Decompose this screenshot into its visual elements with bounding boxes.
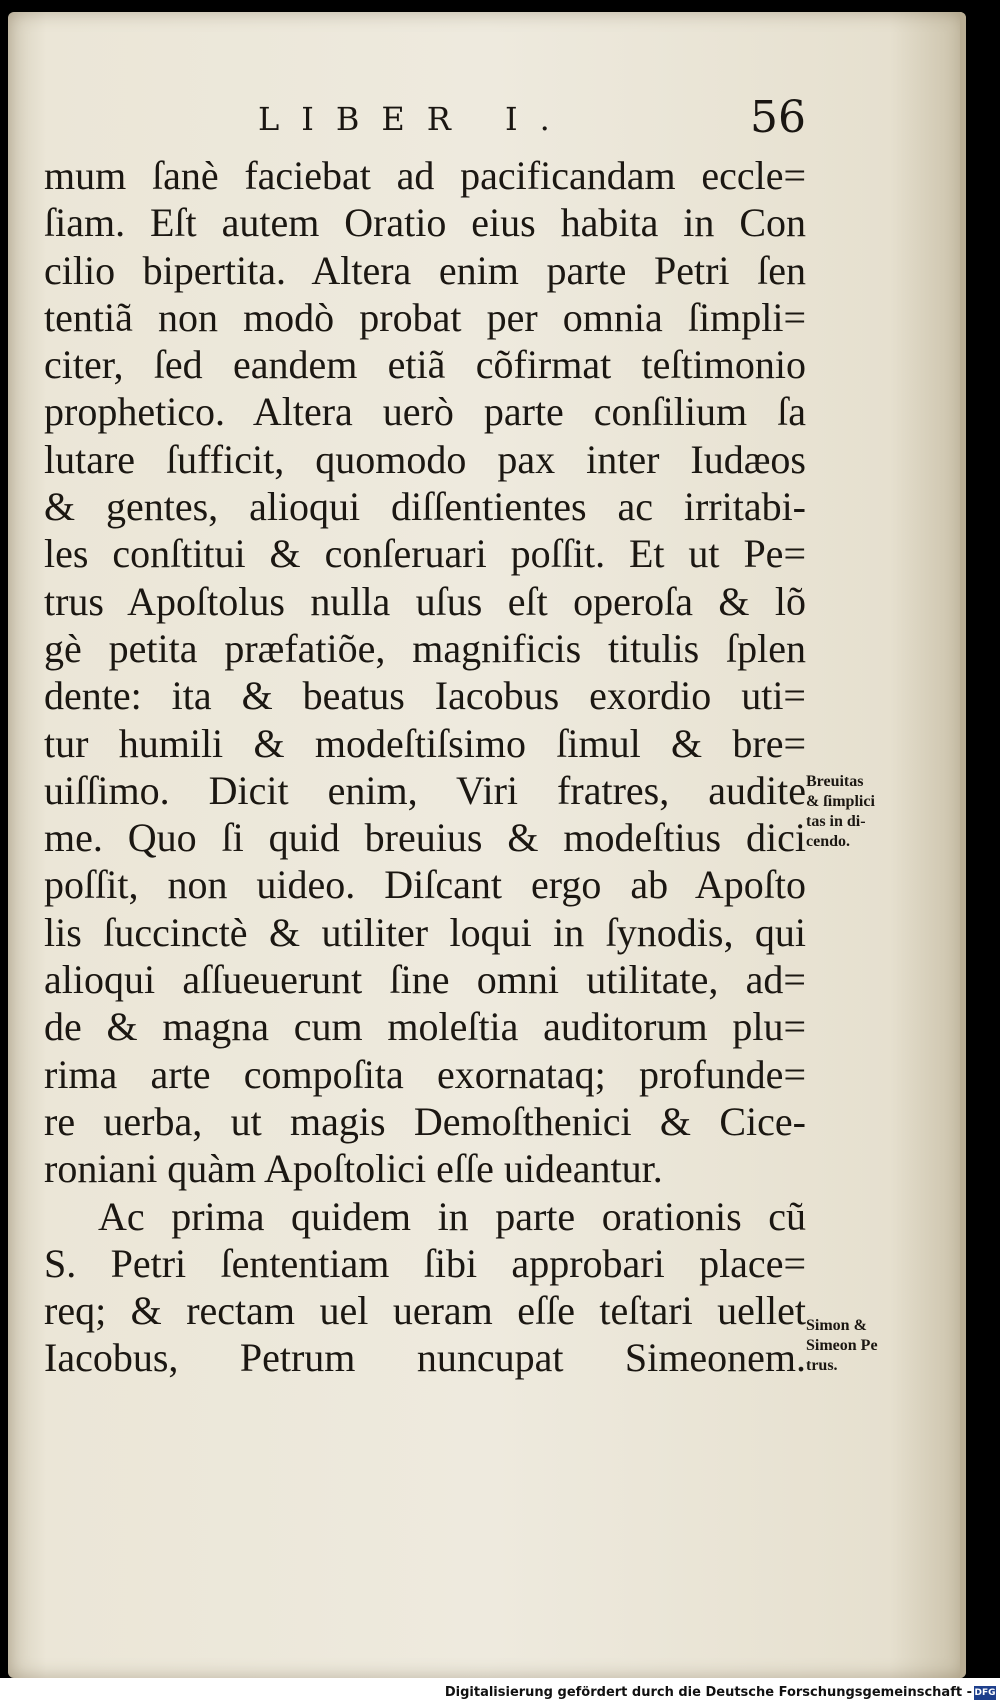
marginal-note-line: & ſimplici [806,793,875,810]
marginal-note-simon [806,1316,926,1376]
text-line: citer, ſed eandem etiã cõfirmat teſtimonio [44,342,806,388]
text-line: alioqui aſſueuerunt ſine omni utilitate, ad= [44,957,806,1003]
text-line: lis ſuccinctè & utiliter loqui in ſynodis, qui [44,909,806,955]
text-line: prophetico. Altera uerò parte conſilium ſa [44,389,806,435]
text-line: Iacobus, Petrum nuncupat Simeonem. [44,1335,806,1381]
text-line: cilio bipertita. Altera enim parte Petri ſen [44,247,806,293]
digitization-footer [0,1678,1000,1708]
text-line: roniani quàm Apoſtolici eſſe uideantur. [44,1146,663,1192]
marginal-note-line: tas in di- [806,813,866,830]
text-line: me. Quo ſi quid breuius & modeſtius dici [44,815,806,861]
marginal-note-line: trus. [806,1357,838,1374]
dfg-logo: DFG [974,1688,996,1698]
text-line: gè petita præfatiõe, magnificis titulis ſplen [44,625,806,671]
book-page [8,12,966,1678]
page-edge [960,12,966,1678]
running-head: LIBER I. [258,100,572,138]
main-text-block [44,152,806,1382]
text-line: lutare ſufficit, quomodo pax inter Iudæos [44,436,806,482]
text-line: tentiã non modò probat per omnia ſimpli= [44,294,806,340]
marginal-note-line: Simon & [806,1317,867,1334]
marginal-note-brevity [806,772,926,852]
text-line: de & magna cum moleſtia auditorum plu= [44,1004,806,1050]
text-line: Ac prima quidem in parte orationis cũ [98,1193,806,1239]
marginal-note-line: Simeon Pe [806,1337,878,1354]
text-line: dente: ita & beatus Iacobus exordio uti= [44,673,806,719]
text-line: trus Apoſtolus nulla uſus eſt operoſa & lõ [44,578,806,624]
text-line: uiſſimo. Dicit enim, Viri fratres, audite [44,767,806,813]
text-line: poſſit, non uideo. Diſcant ergo ab Apoſto [44,862,806,908]
marginal-note-line: cendo. [806,833,850,850]
text-line: req; & rectam uel ueram eſſe teſtari uellet [44,1288,806,1334]
text-line: re uerba, ut magis Demoſthenici & Cice- [44,1098,806,1144]
text-line: & gentes, alioqui diſſentientes ac irritabi- [44,484,806,530]
marginal-note-line: Breuitas [806,773,864,790]
text-line: tur humili & modeſtiſsimo ſimul & bre= [44,720,806,766]
text-line: S. Petri ſententiam ſibi approbari place= [44,1240,806,1286]
funding-credit: Digitalisierung gefördert durch die Deutsche Forschungsgemeinschaft - [444,1685,972,1700]
text-line: mum ſanè faciebat ad pacificandam eccle= [44,153,806,198]
page-number: 56 [750,92,806,143]
text-line: les conſtitui & conſeruari poſſit. Et ut Pe= [44,531,806,577]
text-line: rima arte compoſita exornataq; profunde= [44,1051,806,1097]
text-line: ſiam. Eſt autem Oratio eius habita in Con [44,200,806,246]
